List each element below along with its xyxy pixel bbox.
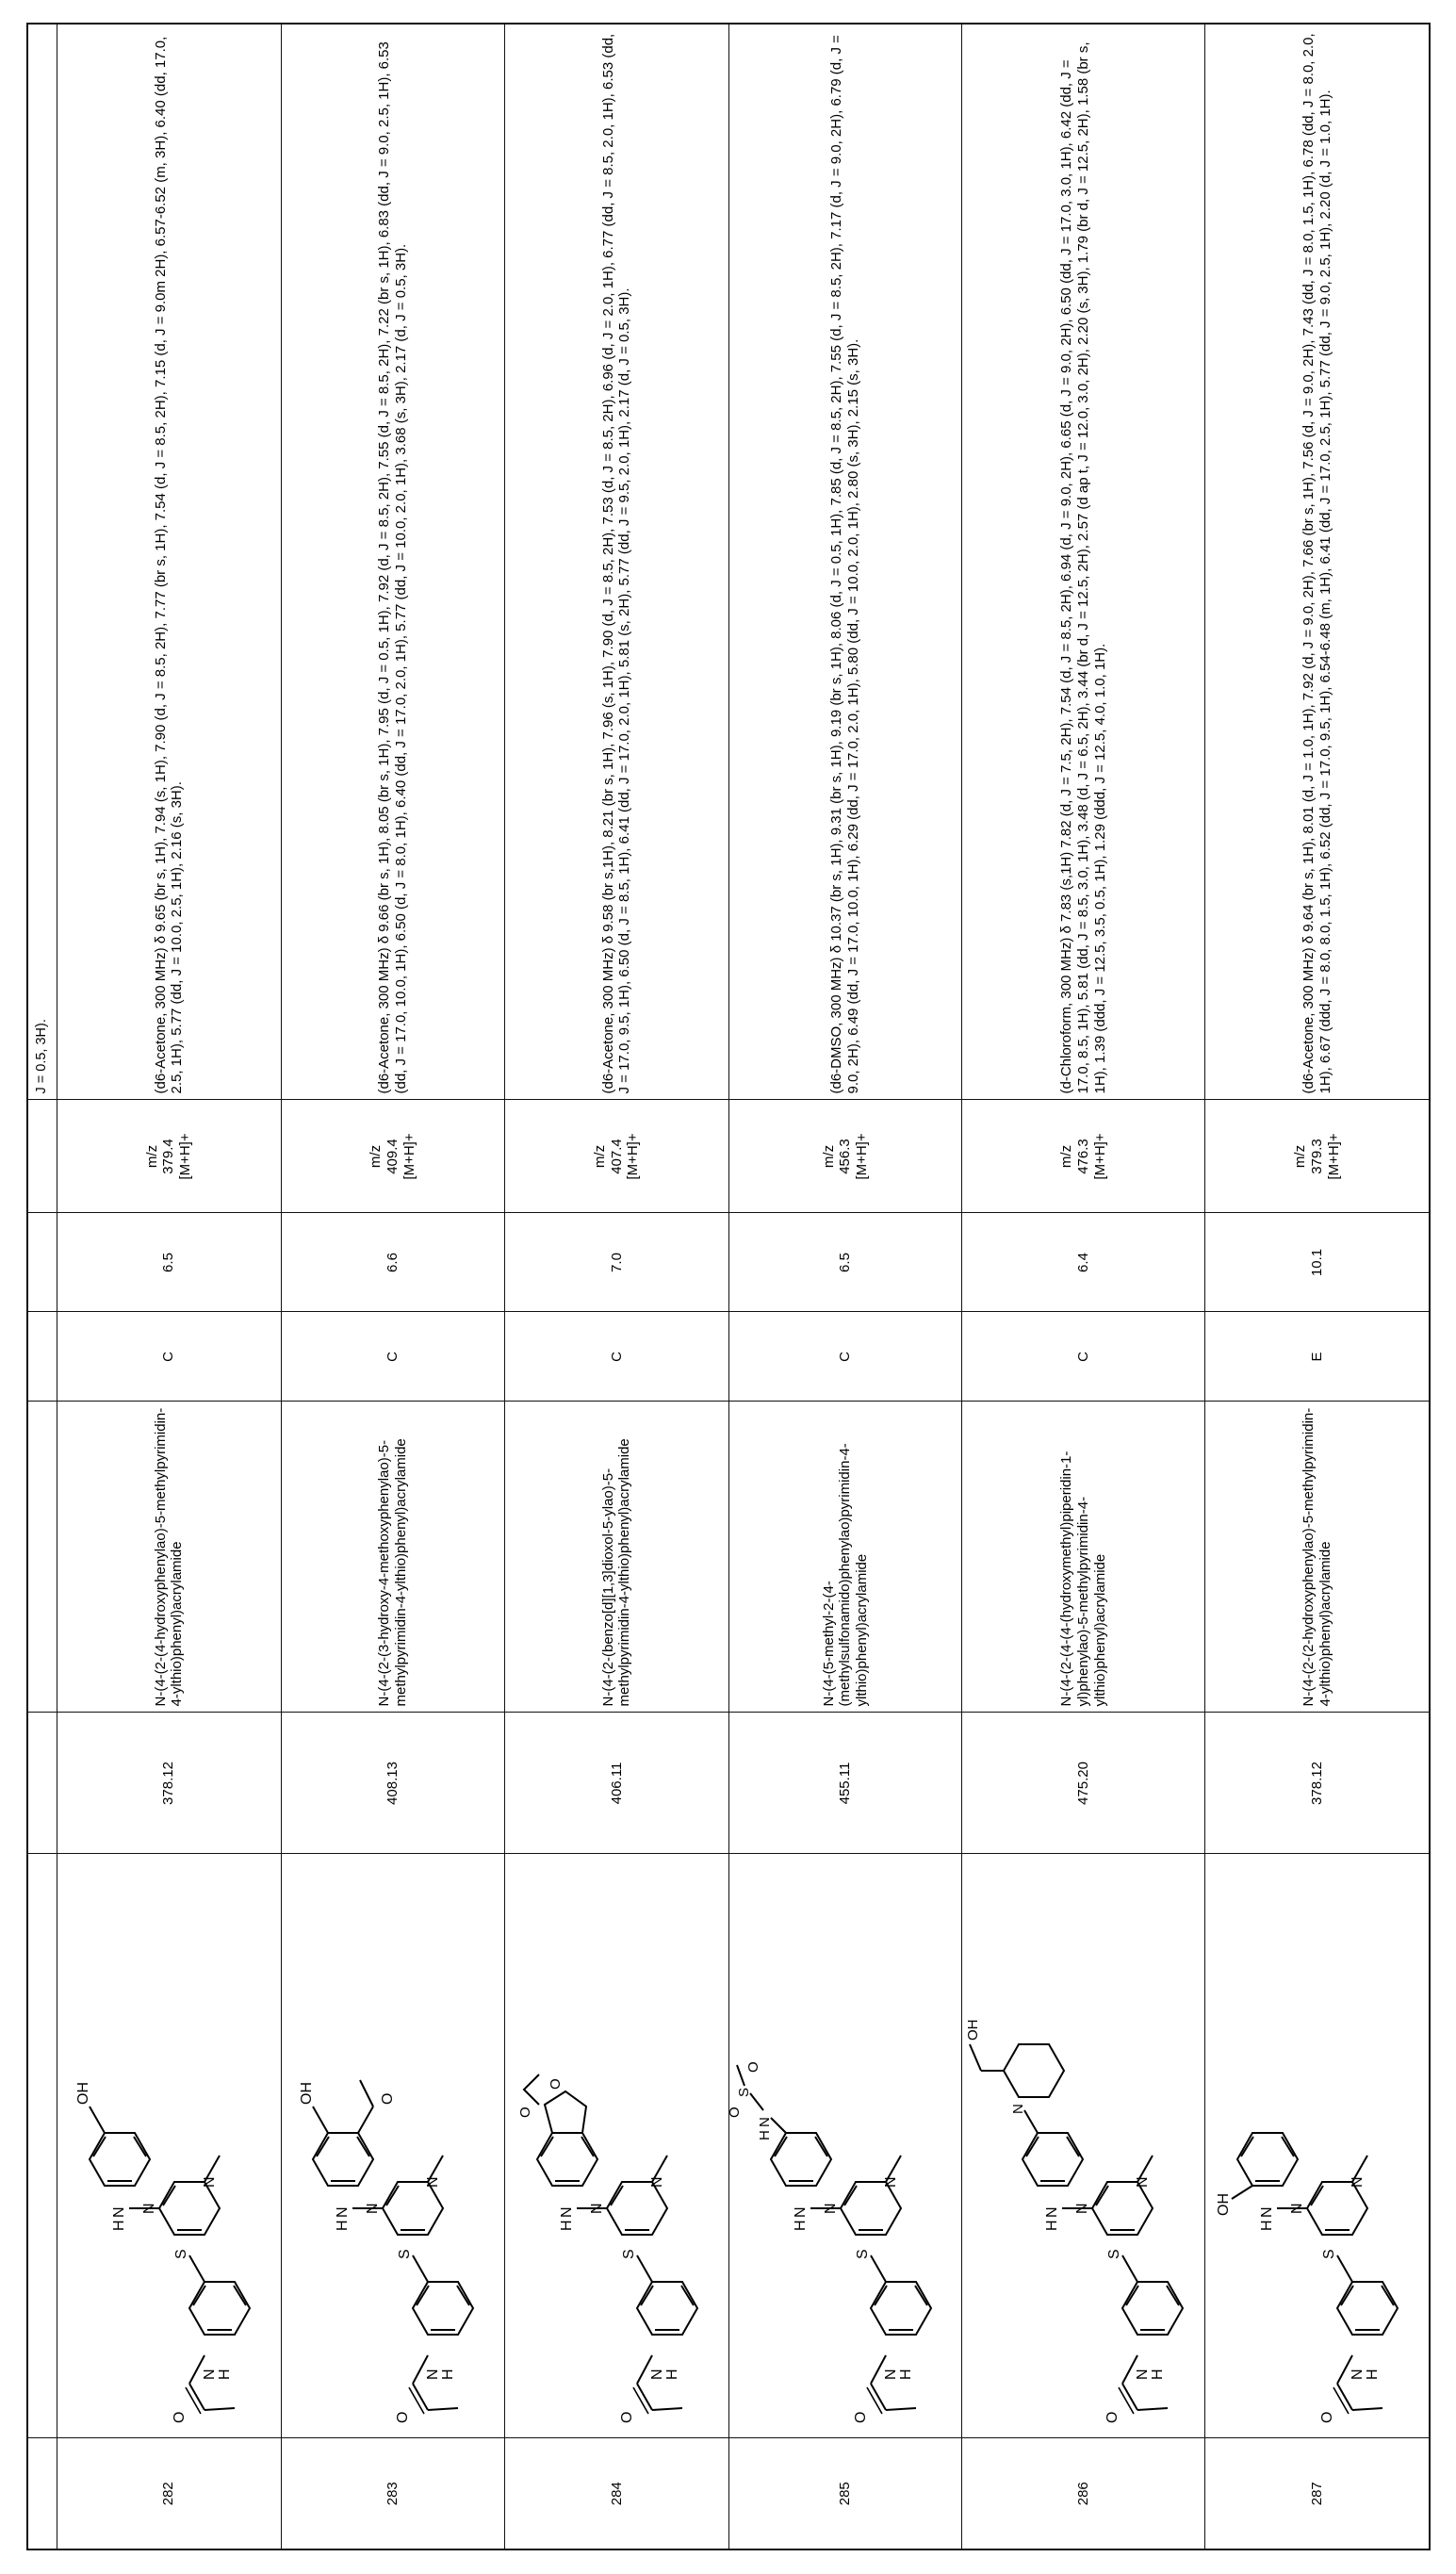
cell-ms: m/z 409.4 [M+H]+ [281,1100,505,1213]
svg-text:N: N [1134,2368,1151,2380]
svg-text:H: H [558,2219,575,2231]
svg-text:S: S [735,2087,752,2097]
cell-no-cont [27,2438,57,2549]
svg-text:O: O [744,2060,761,2073]
cell-retention-time: 7.0 [504,1213,728,1312]
cell-retention-time: 10.1 [1204,1213,1429,1312]
cell-method: C [281,1312,505,1402]
table-row [57,24,281,2549]
cell-structure [1204,1854,1429,2438]
table-row-continuation [27,24,57,2549]
cell-structure [504,1854,728,2438]
svg-text:O: O [1104,2411,1121,2423]
cell-mass: 378.12 [57,1713,281,1854]
svg-text:H: H [663,2368,680,2380]
svg-text:N: N [1043,2205,1060,2218]
svg-text:O: O [547,2077,564,2090]
structure-284-drawing [510,1863,722,2429]
cell-ms: m/z 379.4 [M+H]+ [57,1100,281,1213]
cell-mass-cont [27,1713,57,1854]
svg-text:S: S [1320,2248,1337,2259]
cell-nmr: (d-Chloroform, 300 MHz) δ 7.83 (s,1H) 7.82 (d, J = 7.5, 2H), 7.54 (d, J = 8.5, 2H), 6.94 (d, J = 9.0, 2H), 6.65 (d, J = 9.0, 2H), 6.50 (dd, J = 17.0, 3.0, 1H), 6.42 (dd, J = 17.0, 8.5, 1H), 5.81 (dd, J = 8.5, 3.0, 1H), 3.48 (d, J = 6.5, 2H), 3.44 (br d, J = 12.5, 2H), 2.57 (d ap t, J = 12.0, 3.0, 2H), 2.20 (s, 3H), 1.79 (br d, J = 12.5, 2H), 1.58 (br s, 1H), 1.39 (ddd, J = 12.5, 3.5, 0.5, 1H), 1.29 (ddd, J = 12.5, 4.0, 1.0, 1H). [961,24,1204,1100]
svg-text:N: N [1073,2202,1090,2214]
cell-name-cont [27,1402,57,1713]
svg-text:N: N [1349,2368,1366,2380]
svg-text:H: H [439,2368,456,2380]
cell-retention-time: 6.5 [728,1213,962,1312]
cell-mass: 475.20 [961,1713,1204,1854]
structure-286-drawing [964,1863,1199,2429]
svg-text:N: N [201,2368,218,2380]
cell-ms: m/z 456.3 [M+H]+ [728,1100,962,1213]
svg-text:N: N [822,2202,839,2214]
structure-287-drawing [1211,1863,1423,2429]
table-row [504,24,728,2549]
cell-nmr: (d6-Acetone, 300 MHz) δ 9.66 (br s, 1H), 8.05 (br s, 1H), 7.95 (d, J = 0.5, 1H), 7.92 (d, J = 8.5, 2H), 7.55 (d, J = 8.5, 2H), 7.22 (br s, 1H), 6.83 (dd, J = 9.0, 2.5, 1H), 6.53 (dd, J = 17.0, 10.0, 1H), 6.50 (d, J = 8.0, 1H), 6.40 (dd, J = 17.0, 2.0, 1H), 5.77 (dd, J = 10.0, 2.0, 1H), 3.68 (s, 3H), 2.17 (d, J = 0.5, 3H). [281,24,505,1100]
svg-text:H: H [216,2368,233,2380]
svg-text:OH: OH [298,2081,315,2105]
svg-text:N: N [882,2175,899,2188]
cell-method: C [57,1312,281,1402]
structure-282-drawing [62,1863,274,2429]
svg-text:N: N [558,2205,575,2218]
svg-text:OH: OH [74,2081,91,2105]
svg-text:N: N [648,2368,665,2380]
svg-text:OH: OH [964,2019,981,2041]
svg-text:O: O [726,2106,743,2118]
cell-structure [281,1854,505,2438]
svg-text:N: N [792,2205,809,2218]
svg-text:H: H [756,2129,773,2140]
svg-text:O: O [379,2092,396,2105]
cell-method: E [1204,1312,1429,1402]
svg-text:O: O [516,2106,533,2118]
svg-text:N: N [756,2116,773,2127]
cell-retention-time: 6.5 [57,1213,281,1312]
compound-data-table [26,23,1431,2550]
cell-structure [961,1854,1204,2438]
cell-method-cont [27,1312,57,1402]
svg-text:O: O [618,2411,635,2423]
cell-no: 285 [728,2438,962,2549]
svg-text:S: S [1105,2248,1122,2259]
svg-text:H: H [110,2219,127,2231]
table-row [961,24,1204,2549]
svg-text:O: O [852,2411,869,2423]
cell-structure-cont [27,1854,57,2438]
svg-text:N: N [424,2175,441,2188]
cell-ms-cont [27,1100,57,1213]
cell-compound-name: N-(4-(2-(4-(4-(hydroxymethyl)piperidin-1-yl)phenylao)-5-methylpyrimidin-4-ylthio)phenyl)acrylamide [961,1402,1204,1713]
cell-structure [57,1854,281,2438]
svg-text:N: N [882,2368,899,2380]
table-row [728,24,962,2549]
cell-mass: 455.11 [728,1713,962,1854]
svg-text:N: N [1258,2205,1275,2218]
cell-compound-name: N-(4-(2-(benzo[d][1,3]dioxol-5-ylao)-5-methylpyrimidin-4-ylthio)phenyl)acrylamide [504,1402,728,1713]
cell-compound-name: N-(4-(2-(3-hydroxy-4-methoxyphenylao)-5-methylpyrimidin-4-ylthio)phenyl)acrylamide [281,1402,505,1713]
cell-mass: 378.12 [1204,1713,1429,1854]
structure-285-drawing [726,1863,956,2429]
cell-method: C [504,1312,728,1402]
cell-compound-name: N-(4-(5-methyl-2-(4-(methylsulfonamido)phenylao)pyrimidin-4-ylthio)phenyl)acrylamide [728,1402,962,1713]
cell-nmr: (d6-Acetone, 300 MHz) δ 9.64 (br s, 1H), 8.01 (d, J = 1.0, 1H), 7.92 (d, J = 9.0, 2H), 7.66 (br s, 1H), 7.56 (d, J = 9.0, 2H), 7.43 (dd, J = 8.0, 1.5, 1H), 6.78 (dd, J = 8.0, 2.0, 1H), 6.67 (ddd, J = 8.0, 8.0, 1.5, 1H), 6.52 (dd, J = 17.0, 9.5, 1H), 6.54-6.48 (m, 1H), 6.41 (dd, J = 17.0, 2.5, 1H), 5.77 (dd, J = 9.0, 2.5, 1H), 2.20 (d, J = 1.0, 1H). [1204,24,1429,1100]
svg-text:N: N [334,2205,351,2218]
svg-text:S: S [396,2248,413,2259]
cell-no: 286 [961,2438,1204,2549]
svg-text:S: S [854,2248,871,2259]
svg-text:H: H [1149,2368,1166,2380]
cell-rt-cont [27,1213,57,1312]
cell-method: C [728,1312,962,1402]
cell-ms: m/z 476.3 [M+H]+ [961,1100,1204,1213]
cell-ms: m/z 379.3 [M+H]+ [1204,1100,1429,1213]
svg-text:H: H [1364,2368,1381,2380]
svg-text:N: N [1009,2103,1026,2114]
svg-text:H: H [792,2219,809,2231]
table-row [1204,24,1429,2549]
svg-text:OH: OH [1215,2192,1232,2216]
cell-no: 283 [281,2438,505,2549]
cell-nmr: (d6-Acetone, 300 MHz) δ 9.58 (br s,1H), 8.21 (br s, 1H), 7.96 (s, 1H), 7.90 (d, J = 8.5, 2H), 7.53 (d, J = 8.5, 2H), 6.96 (d, J = 2.0, 1H), 6.77 (dd, J = 8.5, 2.0, 1H), 6.53 (dd, J = 17.0, 9.5, 1H), 6.50 (d, J = 8.5, 1H), 6.41 (dd, J = 17.0, 2.0, 1H), 5.81 (s, 2H), 5.77 (dd, J = 9.5, 2.0, 1H), 2.17 (d, J = 0.5, 3H). [504,24,728,1100]
svg-text:N: N [1349,2175,1366,2188]
cell-ms: m/z 407.4 [M+H]+ [504,1100,728,1213]
svg-text:S: S [620,2248,637,2259]
cell-no: 282 [57,2438,281,2549]
cell-retention-time: 6.4 [961,1213,1204,1312]
svg-text:H: H [334,2219,351,2231]
svg-text:N: N [1288,2202,1305,2214]
svg-text:O: O [1318,2411,1335,2423]
cell-nmr-cont: J = 0.5, 3H). [27,24,57,1100]
svg-text:N: N [201,2175,218,2188]
svg-text:N: N [364,2202,381,2214]
svg-text:H: H [897,2368,914,2380]
svg-text:H: H [1043,2219,1060,2231]
svg-text:N: N [648,2175,665,2188]
cell-no: 284 [504,2438,728,2549]
cell-structure [728,1854,962,2438]
svg-text:N: N [110,2205,127,2218]
svg-text:H: H [1258,2219,1275,2231]
svg-text:N: N [588,2202,605,2214]
svg-text:N: N [1134,2175,1151,2188]
structure-283-drawing [286,1863,499,2429]
cell-mass: 406.11 [504,1713,728,1854]
table-row [281,24,505,2549]
cell-no: 287 [1204,2438,1429,2549]
rotated-table-wrapper [26,25,1431,2550]
cell-compound-name: N-(4-(2-(4-hydroxyphenylao)-5-methylpyrimidin-4-ylthio)phenyl)acrylamide [57,1402,281,1713]
cell-mass: 408.13 [281,1713,505,1854]
svg-text:N: N [140,2202,157,2214]
cell-compound-name: N-(4-(2-(2-hydroxyphenylao)-5-methylpyrimidin-4-ylthio)phenyl)acrylamide [1204,1402,1429,1713]
cell-nmr: (d6-DMSO, 300 MHz) δ 10.37 (br s, 1H), 9.31 (br s, 1H), 9.19 (br s, 1H), 8.06 (d, J = 0.5, 1H), 7.85 (d, J = 8.5, 2H), 7.55 (d, J = 8.5, 2H), 7.17 (d, J = 9.0, 2H), 6.79 (d, J = 9.0, 2H), 6.49 (dd, J = 17.0, 10.0, 1H), 6.29 (dd, J = 17.0, 2.0, 1H), 5.80 (dd, J = 10.0, 2.0, 1H), 2.80 (s, 3H), 2.15 (s, 3H). [728,24,962,1100]
cell-nmr: (d6-Acetone, 300 MHz) δ 9.65 (br s, 1H), 7.94 (s, 1H), 7.90 (d, J = 8.5, 2H), 7.77 (br s, 1H), 7.54 (d, J = 8.5, 2H), 7.15 (d, J = 9.0m 2H), 6.57-6.52 (m, 3H), 6.40 (dd, 17.0, 2.5, 1H), 5.77 (dd, J = 10.0, 2.5, 1H), 2.16 (s, 3H). [57,24,281,1100]
cell-method: C [961,1312,1204,1402]
svg-text:S: S [172,2248,189,2259]
svg-text:N: N [424,2368,441,2380]
svg-text:O: O [171,2411,188,2423]
svg-text:O: O [394,2411,411,2423]
cell-retention-time: 6.6 [281,1213,505,1312]
